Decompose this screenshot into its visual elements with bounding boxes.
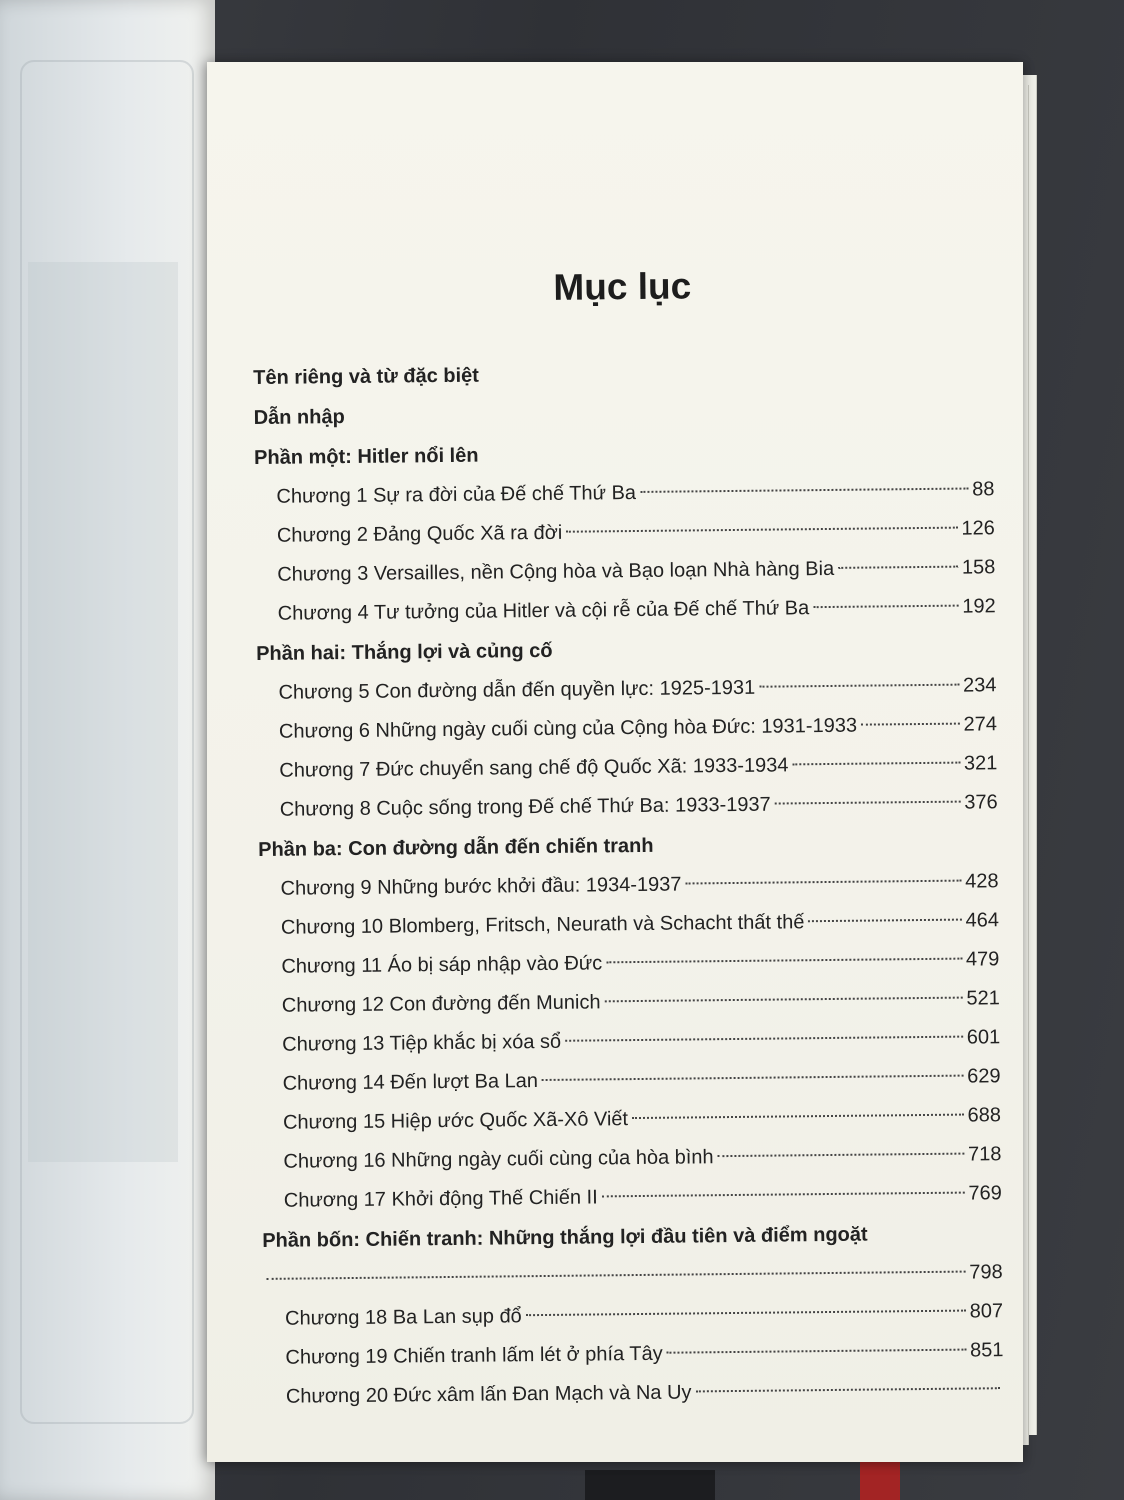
chapter-title: Chương 12 Con đường đến Munich bbox=[281, 991, 601, 1017]
page-number: 126 bbox=[961, 517, 995, 540]
chapter-title: Chương 10 Blomberg, Fritsch, Neurath và Schacht thất thế bbox=[280, 911, 805, 939]
dot-leader bbox=[606, 958, 962, 964]
part-heading: Phần ba: Con đường dẫn đến chiến tranh bbox=[258, 834, 654, 861]
chapter-title: Chương 4 Tư tưởng của Hitler và cội rễ của Đế chế Thứ Ba bbox=[277, 597, 810, 625]
dot-leader bbox=[605, 997, 963, 1003]
chapter-title: Chương 14 Đến lượt Ba Lan bbox=[282, 1070, 539, 1095]
chapter-title: Chương 2 Đảng Quốc Xã ra đời bbox=[276, 521, 563, 547]
chapter-title: Chương 15 Hiệp ước Quốc Xã-Xô Viết bbox=[282, 1108, 629, 1134]
dot-leader bbox=[632, 1114, 964, 1119]
dot-leader bbox=[718, 1153, 964, 1158]
dot-leader bbox=[861, 723, 960, 726]
part-heading: Tên riêng và từ đặc biệt bbox=[253, 364, 479, 389]
page-number: 192 bbox=[962, 595, 996, 618]
dot-leader bbox=[542, 1075, 963, 1081]
part-heading: Phần bốn: Chiến tranh: Những thắng lợi đầu tiên và điểm ngoặt bbox=[262, 1223, 868, 1252]
part-heading: Phần một: Hitler nổi lên bbox=[253, 444, 479, 469]
dot-leader bbox=[808, 919, 961, 923]
page-number: 718 bbox=[967, 1143, 1002, 1166]
dot-leader bbox=[792, 762, 960, 766]
dot-leader bbox=[565, 1036, 963, 1042]
page-number: 688 bbox=[967, 1104, 1002, 1127]
chapter-title: Chương 20 Đức xâm lấn Đan Mạch và Na Uy bbox=[285, 1381, 692, 1408]
chapter-title: Chương 8 Cuộc sống trong Đế chế Thứ Ba: 1933-1937 bbox=[279, 793, 771, 821]
chapter-title: Chương 7 Đức chuyển sang chế độ Quốc Xã: 1933-1934 bbox=[279, 754, 789, 782]
book-strap bbox=[585, 1470, 715, 1500]
dot-leader bbox=[667, 1349, 966, 1354]
dot-leader bbox=[526, 1310, 966, 1317]
cover-panel bbox=[28, 262, 178, 1162]
page-number: 798 bbox=[969, 1261, 1003, 1284]
part-heading: Dẫn nhập bbox=[253, 406, 345, 429]
page-number: 274 bbox=[963, 713, 998, 736]
page-number: 321 bbox=[963, 752, 998, 775]
facing-page bbox=[0, 0, 215, 1500]
chapter-title: Chương 13 Tiệp khắc bị xóa sổ bbox=[282, 1030, 562, 1056]
page-number: 601 bbox=[966, 1026, 1001, 1049]
page-number: 479 bbox=[965, 948, 1000, 971]
dot-leader bbox=[640, 488, 968, 493]
page-number: 851 bbox=[969, 1339, 1004, 1362]
page-number: 428 bbox=[965, 870, 999, 893]
page-number: 521 bbox=[966, 987, 1000, 1010]
chapter-entry bbox=[264, 1370, 1004, 1417]
dot-leader bbox=[775, 801, 961, 805]
page-number: 376 bbox=[964, 791, 998, 814]
dot-leader bbox=[267, 1271, 966, 1280]
chapter-title: Chương 18 Ba Lan sụp đổ bbox=[284, 1305, 522, 1330]
page-number: 629 bbox=[967, 1065, 1001, 1088]
dot-leader bbox=[813, 605, 958, 609]
table-of-contents bbox=[252, 252, 1004, 1417]
dot-leader bbox=[759, 684, 959, 688]
page-number: 769 bbox=[968, 1182, 1002, 1205]
chapter-title: Chương 9 Những bước khởi đầu: 1934-1937 bbox=[280, 873, 682, 900]
toc-list bbox=[253, 350, 1004, 1417]
chapter-title: Chương 17 Khởi động Thế Chiến II bbox=[283, 1186, 598, 1212]
dot-leader bbox=[695, 1387, 999, 1392]
chapter-title: Chương 5 Con đường dẫn đến quyền lực: 1925-1931 bbox=[278, 676, 756, 704]
chapter-title: Chương 6 Những ngày cuối cùng của Cộng hòa Đức: 1931-1933 bbox=[278, 714, 858, 743]
page-number: 234 bbox=[963, 674, 997, 697]
chapter-title: Chương 3 Versailles, nền Cộng hòa và Bạo loạn Nhà hàng Bia bbox=[277, 557, 835, 586]
chapter-title: Chương 16 Những ngày cuối cùng của hòa bình bbox=[283, 1146, 714, 1173]
dot-leader bbox=[602, 1192, 965, 1198]
page-number: 158 bbox=[961, 556, 996, 579]
dot-leader bbox=[838, 566, 958, 569]
page-number: 464 bbox=[965, 909, 1000, 932]
cover-frame bbox=[20, 60, 194, 1424]
dot-leader bbox=[566, 527, 957, 533]
chapter-title: Chương 1 Sự ra đời của Đế chế Thứ Ba bbox=[276, 481, 637, 508]
bookmark-ribbon bbox=[860, 1462, 900, 1500]
chapter-title: Chương 19 Chiến tranh lấm lét ở phía Tây bbox=[285, 1342, 663, 1369]
part-heading: Phần hai: Thắng lợi và củng cố bbox=[256, 639, 553, 665]
page-title: Mục lục bbox=[553, 265, 692, 308]
page-number: 88 bbox=[972, 478, 995, 501]
chapter-title: Chương 11 Áo bị sáp nhập vào Đức bbox=[281, 952, 603, 978]
page-number: 807 bbox=[969, 1300, 1004, 1323]
dot-leader bbox=[685, 880, 961, 885]
